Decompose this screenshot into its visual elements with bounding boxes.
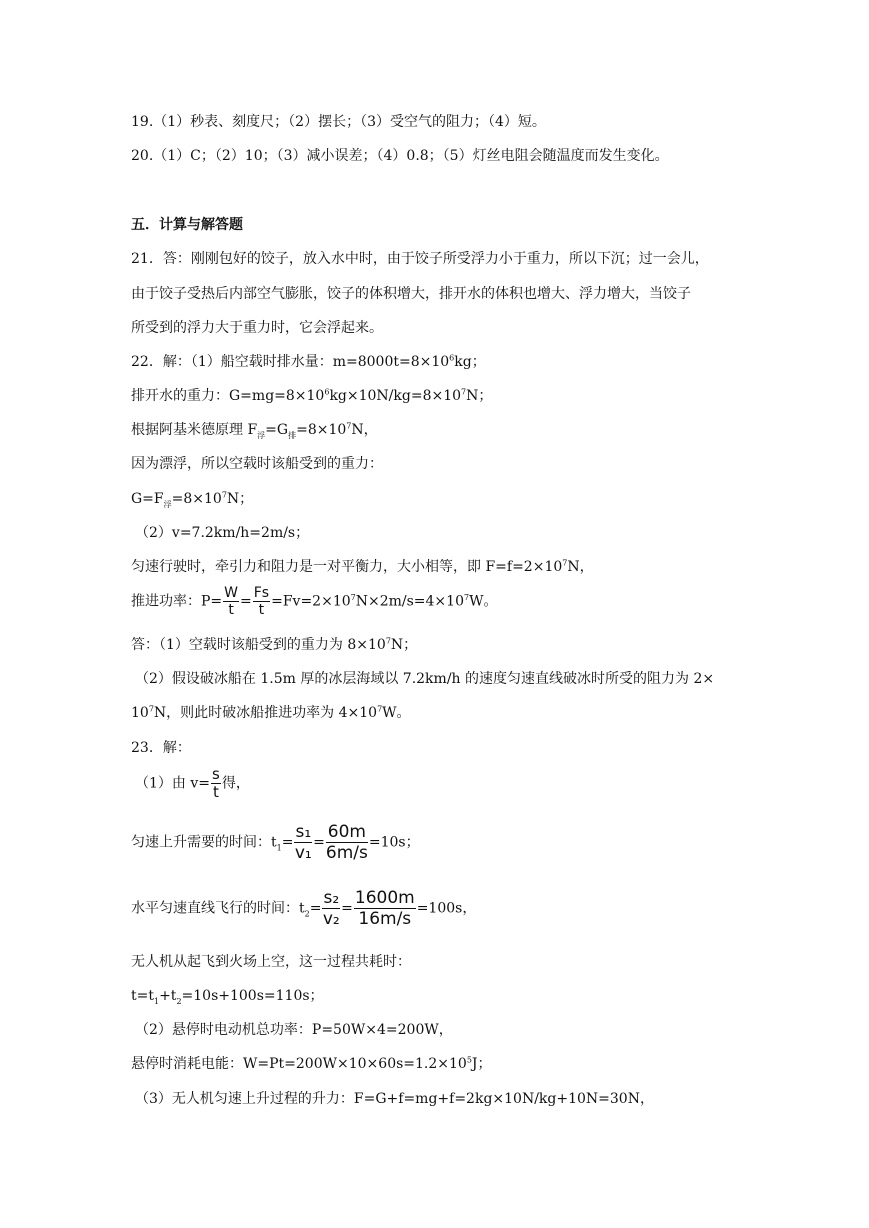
fraction-w-over-t: $\frac{W}{t}$	[224, 585, 238, 618]
section-heading-5: 五．计算与解答题	[131, 217, 243, 233]
answer-22-floating: 因为漂浮，所以空载时该船受到的重力：	[131, 456, 383, 472]
fraction-60m-over-6ms: $\frac{60m}{6m/s}$	[325, 822, 368, 863]
fraction-fs-over-t: $\frac{Fs}{t}$	[253, 585, 270, 618]
answer-22-conclusion-2: （2）假设破冰船在 1.5m 厚的冰层海域以 7.2km/h 的速度匀速直线破冰时所受的阻力为 2×	[135, 671, 715, 687]
answer-23-hover-power: （2）悬停时电动机总功率：P=50W×4=200W，	[135, 1022, 453, 1038]
answer-22-velocity: （2）v=7.2km/h=2m/s；	[135, 525, 310, 541]
fraction-s-over-t: $\frac{s}{t}$	[212, 765, 220, 801]
answer-22-balance: 匀速行驶时，牵引力和阻力是一对平衡力，大小相等，即 $F=f=2\times 10^7N$，	[131, 558, 594, 575]
fraction-1600m-over-16ms: $\frac{1600m}{16m/s}$	[354, 888, 415, 929]
answer-22-displacement: 22．解：（1）船空载时排水量：$m=8000t=8\times 10^6kg$；	[131, 353, 486, 370]
answer-23-total-time-label: 无人机从起飞到火场上空，这一过程共耗时：	[131, 954, 411, 970]
answer-22-gravity: $G=F_浮=8\times 10^7N$；	[131, 490, 254, 509]
answer-22-conclusion-3: $10^7N$，则此时破冰船推进功率为 $4\times 10^7W$。	[131, 704, 411, 721]
answer-20: 20.（1）C；（2）10；（3）减小误差；（4）0.8；（5）灯丝电阻会随温度而发生变化。	[131, 148, 669, 164]
answer-23-lift-force: （3）无人机匀速上升过程的升力：F=G+f=mg+f=2kg×10N/kg+10N=30N，	[135, 1091, 654, 1107]
answer-22-archimedes: 根据阿基米德原理 $F_浮=G_排=8\times 10^7N$，	[131, 421, 378, 440]
answer-22-power: 推进功率：P= $\frac{W}{t}$ = $\frac{Fs}{t}$ $=Fv=2\times 10^7N\times 2m/s=4\times 10^7W$。	[131, 585, 498, 618]
answer-23-formula: （1）由 v= $\frac{s}{t}$ 得，	[135, 765, 250, 801]
answer-23-heading: 23．解：	[131, 740, 191, 756]
answer-23-total-time: $t=t_1+t_2=10s+100s=110s$；	[131, 988, 324, 1006]
answer-23-flight-time: 水平匀速直线飞行的时间：$t_2=$ $\frac{\text{s₂}}{\text{v₂}}$ = $\frac{1600m}{16m/s}$ =100s，	[131, 888, 477, 929]
answer-23-hover-energy: 悬停时消耗电能：$W=Pt=200W\times 10\times 60s=1.2\times 10^5J$；	[131, 1055, 492, 1072]
fraction-s2-over-v2: $\frac{\text{s₂}}{\text{v₂}}$	[322, 888, 340, 929]
answer-22-conclusion-1: 答：（1）空载时该船受到的重力为 $8\times 10^7N$；	[131, 636, 418, 653]
fraction-s1-over-v1: $\frac{\text{s₁}}{\text{v₁}}$	[294, 822, 312, 863]
answer-23-rise-time: 匀速上升需要的时间：$t_1=$ $\frac{\text{s₁}}{\text{v₁}}$ = $\frac{60m}{6m/s}$ =10s；	[131, 822, 420, 863]
answer-19: 19.（1）秒表、刻度尺；（2）摆长；（3）受空气的阻力；（4）短。	[131, 114, 546, 130]
answer-22-water-weight: 排开水的重力：$G=mg=8\times 10^6kg\times 10N/kg=8\times 10^7N$；	[131, 387, 493, 404]
answer-21-line-3: 所受到的浮力大于重力时，它会浮起来。	[131, 320, 383, 336]
answer-21-line-2: 由于饺子受热后内部空气膨胀，饺子的体积增大，排开水的体积也增大、浮力增大，当饺子	[131, 286, 691, 302]
answer-21-line-1: 21．答：刚刚包好的饺子，放入水中时，由于饺子所受浮力小于重力，所以下沉；过一会儿，	[131, 251, 709, 267]
